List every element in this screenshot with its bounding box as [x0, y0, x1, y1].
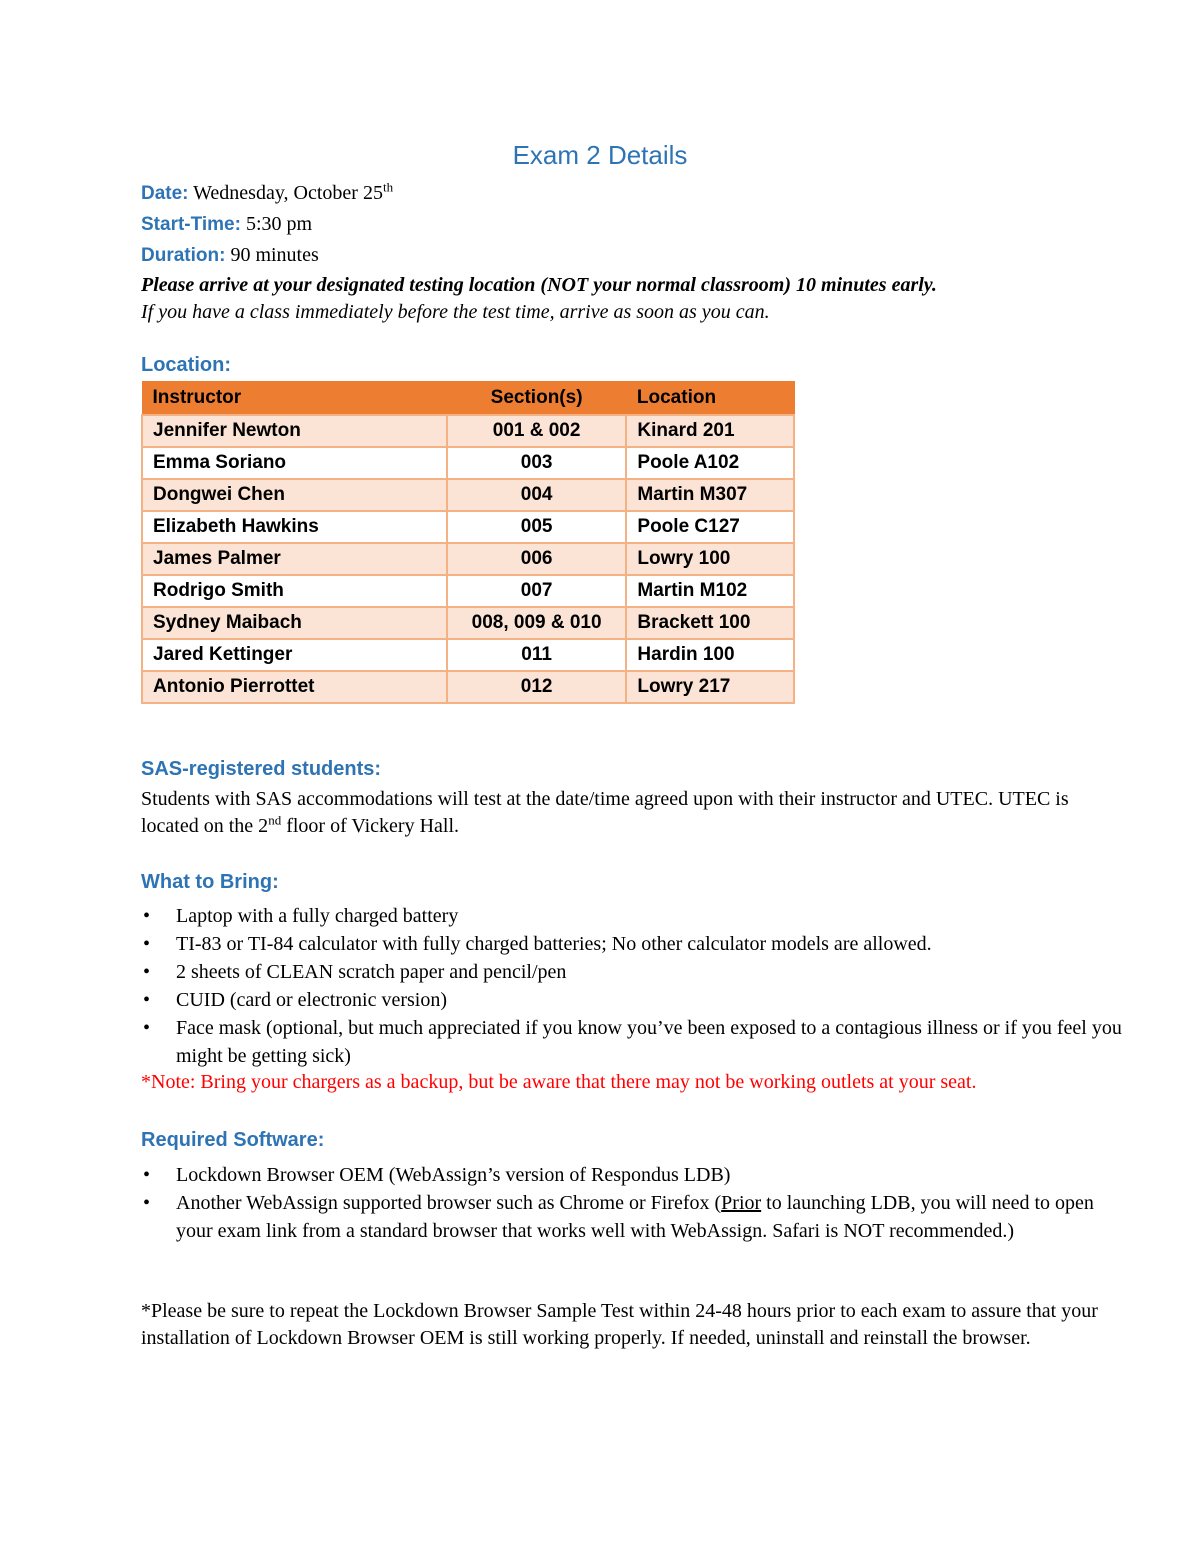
list-item: • CUID (card or electronic version) — [141, 986, 1141, 1014]
sas-heading: SAS-registered students: — [141, 758, 382, 780]
instructor-cell: Jennifer Newton — [142, 415, 447, 447]
page-title: Exam 2 Details — [512, 140, 688, 170]
section-cell: 011 — [447, 639, 627, 671]
table-row — [142, 543, 794, 575]
list-item: • Lockdown Browser OEM (WebAssign’s version of Respondus LDB) — [141, 1161, 1141, 1189]
charger-note: *Note: Bring your chargers as a backup, but be aware that there may not be working outlets at your seat. — [141, 1071, 977, 1093]
location-cell: Martin M102 — [626, 575, 794, 607]
location-cell: Kinard 201 — [626, 415, 794, 447]
sas-text-1: Students with SAS accommodations will test at the date/time agreed upon with their instructor and UTEC. UTEC is located on the 2 — [141, 788, 1069, 837]
header-instructor: Instructor — [142, 382, 447, 416]
sas-superscript: nd — [268, 812, 282, 828]
location-cell: Lowry 217 — [626, 671, 794, 703]
software-item-2-underlined: Prior — [721, 1192, 762, 1214]
final-note: *Please be sure to repeat the Lockdown Browser Sample Test within 24-48 hours prior to each exam to assure that your installation of Lockdown Browser OEM is still working properly. If needed, uninstall and reinstall the browser. — [141, 1300, 1098, 1349]
duration-line — [141, 244, 319, 267]
bring-list — [141, 902, 1141, 1070]
arrive-note: Please arrive at your designated testing location (NOT your normal classroom) 10 minutes early. — [141, 274, 937, 296]
section-cell: 012 — [447, 671, 627, 703]
instructor-cell: Jared Kettinger — [142, 639, 447, 671]
date-value: Wednesday, October 25 — [193, 182, 383, 204]
sas-paragraph — [141, 786, 1101, 840]
section-cell: 001 & 002 — [447, 415, 627, 447]
header-location: Location — [626, 382, 794, 416]
table-row — [142, 671, 794, 703]
start-time-line — [141, 213, 312, 236]
section-cell: 004 — [447, 479, 627, 511]
instructor-cell: James Palmer — [142, 543, 447, 575]
instructor-cell: Emma Soriano — [142, 447, 447, 479]
instructor-cell: Dongwei Chen — [142, 479, 447, 511]
location-cell: Poole A102 — [626, 447, 794, 479]
table-row — [142, 447, 794, 479]
start-time-value: 5:30 pm — [245, 213, 313, 235]
location-cell: Poole C127 — [626, 511, 794, 543]
list-item: • Face mask (optional, but much appreciated if you know you’ve been exposed to a contagious illness or if you feel you might be getting sick) — [141, 1014, 1126, 1070]
duration-label: Duration: — [141, 245, 226, 266]
date-line — [141, 179, 394, 205]
section-cell: 006 — [447, 543, 627, 575]
list-item — [141, 1189, 1126, 1245]
table-row — [142, 575, 794, 607]
section-cell: 007 — [447, 575, 627, 607]
section-cell: 008, 009 & 010 — [447, 607, 627, 639]
date-superscript: th — [382, 179, 394, 195]
software-item-2-b: to launching LDB, you will need to open your exam link from a standard browser that works well with WebAssign. Safari is NOT recommended.) — [176, 1192, 1094, 1242]
start-time-label: Start-Time: — [141, 214, 241, 235]
table-header-row — [142, 382, 794, 416]
table-row — [142, 639, 794, 671]
date-label: Date: — [141, 183, 189, 204]
section-cell: 005 — [447, 511, 627, 543]
duration-value: 90 minutes — [230, 244, 319, 266]
section-cell: 003 — [447, 447, 627, 479]
list-item: • Laptop with a fully charged battery — [141, 902, 1141, 930]
software-list — [141, 1161, 1141, 1245]
list-item: • TI-83 or TI-84 calculator with fully charged batteries; No other calculator models are allowed. — [141, 930, 1141, 958]
table-row — [142, 479, 794, 511]
table-row — [142, 511, 794, 543]
instructor-cell: Antonio Pierrottet — [142, 671, 447, 703]
table-row — [142, 415, 794, 447]
location-cell: Brackett 100 — [626, 607, 794, 639]
instructor-cell: Sydney Maibach — [142, 607, 447, 639]
class-note: If you have a class immediately before the test time, arrive as soon as you can. — [141, 301, 770, 323]
location-heading: Location: — [141, 354, 231, 376]
software-item-2-a: Another WebAssign supported browser such as Chrome or Firefox ( — [176, 1192, 722, 1214]
bring-heading: What to Bring: — [141, 871, 279, 893]
location-cell: Hardin 100 — [626, 639, 794, 671]
software-heading: Required Software: — [141, 1129, 325, 1151]
instructor-cell: Rodrigo Smith — [142, 575, 447, 607]
sas-text-2: floor of Vickery Hall. — [281, 815, 460, 837]
table-row — [142, 607, 794, 639]
instructor-cell: Elizabeth Hawkins — [142, 511, 447, 543]
list-item: • 2 sheets of CLEAN scratch paper and pencil/pen — [141, 958, 1141, 986]
location-table — [141, 381, 795, 704]
location-cell: Lowry 100 — [626, 543, 794, 575]
location-cell: Martin M307 — [626, 479, 794, 511]
header-sections: Section(s) — [447, 382, 627, 416]
